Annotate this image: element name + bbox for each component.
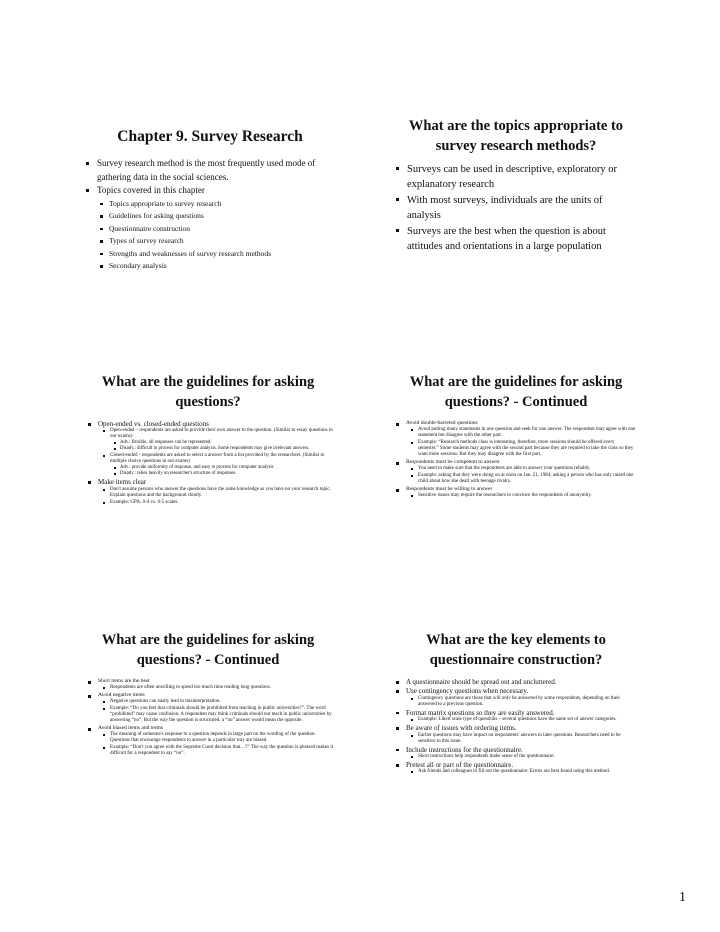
sub-bullet-item: You need to make sure that the respondents are able to answer your questions reliably. (411, 466, 636, 472)
sub-bullet-item: Questionnaire construction (100, 223, 334, 236)
sub-bullet-list (411, 493, 636, 499)
sub-bullet-item: Negative questions can easily lead to misinterpretation. (103, 699, 334, 705)
sub-bullet-list (103, 685, 334, 691)
sub-bullet-list (100, 198, 334, 273)
bullet-item: Avoid double-barreled questions Avoid putting many statements in one question and seek for one answer. The respondent may agree with one statement but disagree with the other part. Example: “Research methods class is interesting, therefore, more sessions should be offered every semester.” Some students may agree with the second part because they are required to take the class so they want more sessions. But they may disagree with the first part. (396, 420, 636, 458)
bullet-item: Use contingency questions when necessary. Contingency questions are those that will only be answered by some respondents, depending on their answered to a previous question. (396, 687, 636, 707)
sub-sub-bullet-list (114, 465, 334, 477)
bullet-list (88, 678, 334, 757)
sub-bullet-list (411, 717, 636, 723)
bullet-item: Short items are the best Respondents are often unwilling to spend too much time reading long questions. (88, 678, 334, 691)
sub-bullet-item: Open-ended – respondents are asked to provide their own answer to the question. (Similar to essay questions in our exams) Adv.: flexible, all responses can be represented. Disadv.: difficult to process for computer analysis. Some respondents may give irrelevant answers. (103, 428, 334, 452)
sub-bullet-item: Types of survey research (100, 235, 334, 248)
bullet-list (396, 420, 636, 499)
bullet-item: Open-ended vs. closed-ended questions Open-ended – respondents are asked to provide their own answer to the question. (Similar to essay questions in our exams) Adv.: flexible, all responses can be represented. Disadv.: difficult to process for computer analysis. Some respondents may give irrelevant answers. Closed-ended - respondents are asked to select a answer from a list provided by the researchers. (Similar to multiple choice questions in our exams) Adv.: provide uniformity of response, and easy to process for computer analysis Disadv.: relies heavily on researcher's structure of responses. (88, 420, 334, 477)
sub-bullet-item: Earlier questions may have impact on respondents' answers to later questions. Researchers need to be sensitive to this issue. (411, 733, 636, 745)
sub-bullet-item: Closed-ended - respondents are asked to select a answer from a list provided by the researchers. (Similar to multiple choice questions in our exams) Adv.: provide uniformity of response, and easy to process for computer analysis Disadv.: relies heavily on researcher's structure of responses. (103, 453, 334, 477)
sub-sub-bullet-item: Adv.: provide uniformity of response, and easy to process for computer analysis (114, 465, 334, 471)
bullet-item: Surveys are the best when the question is about attitudes and orientations in a large population (396, 224, 636, 254)
sub-bullet-list (411, 427, 636, 458)
slide-title: Chapter 9. Survey Research (117, 128, 303, 145)
sub-bullet-list (103, 428, 334, 477)
bullet-item: With most surveys, individuals are the units of analysis (396, 193, 636, 223)
slide-3 (88, 372, 334, 507)
sub-sub-bullet-item: Adv.: flexible, all responses can be represented. (114, 440, 334, 446)
sub-bullet-item: Contingency questions are those that will only be answered by some respondents, depending on their answered to a previous question. (411, 696, 636, 708)
slide-title: What are the guidelines for asking questions? - Continued (101, 632, 315, 668)
sub-bullet-item: Guidelines for asking questions (100, 210, 334, 223)
sub-bullet-item: Example: GPA: 0-4 vs. 0-5 scales. (103, 500, 334, 506)
bullet-item: Respondents must be willing to answer Sensitive issues may require the researchers to convince the respondents of anonymity. (396, 486, 636, 499)
bullet-item: Survey research method is the most frequently used mode of gathering data in the social sciences. (86, 157, 334, 184)
slide-1 (86, 126, 334, 273)
bullet-list (88, 420, 334, 506)
slide-title: What are the guidelines for asking questions? (101, 374, 315, 410)
slide-title: What are the key elements to questionnaire construction? (426, 632, 606, 668)
sub-bullet-item: Don't assume persons who answer the questions have the same knowledge as you have on your research topic. Explain questions and the background clearly. (103, 487, 334, 499)
page-number: 1 (679, 890, 686, 905)
sub-bullet-item: Example: asking that they were doing on at noon on Jan. 21, 1984; asking a person who has only raised one child about how she dealt with teenage rivalry. (411, 473, 636, 485)
bullet-item: Surveys can be used in descriptive, exploratory or explanatory research (396, 162, 636, 192)
sub-bullet-item: Example: “Don't you agree with the Supreme Court decision that…?” The way the question is phrased makes it difficult for a respondent to say “no”. (103, 745, 334, 757)
bullet-item: Topics covered in this chapter Topics appropriate to survey research Guidelines for asking questions Questionnaire construction Types of survey research Strengths and weaknesses of survey research methods Secondary analysis (86, 184, 334, 273)
sub-sub-bullet-item: Disadv.: difficult to process for computer analysis. Some respondents may give irrelevant answers. (114, 446, 334, 452)
sub-bullet-list (103, 732, 334, 757)
sub-bullet-item: Example: Likert scale type of questions – several questions have the same set of answer categories. (411, 717, 636, 723)
sub-bullet-item: Strengths and weaknesses of survey research methods (100, 248, 334, 261)
sub-bullet-list (103, 487, 334, 506)
sub-bullet-item: Secondary analysis (100, 260, 334, 273)
sub-sub-bullet-list (114, 440, 334, 452)
sub-bullet-item: Respondents are often unwilling to spend too much time reading long questions. (103, 685, 334, 691)
bullet-item: Be aware of issues with ordering items. Earlier questions may have impact on respondents' answers to later questions. Researchers need to be sensitive to this issue. (396, 724, 636, 744)
sub-bullet-list (411, 466, 636, 485)
sub-bullet-item: Ask friends and colleagues to fill out the questionnaire. Errors are best found using this method. (411, 769, 636, 775)
slide-title: What are the guidelines for asking questions? - Continued (409, 374, 623, 410)
bullet-item: Format matrix questions so they are easily answered. Example: Likert scale type of questions – several questions have the same set of answer categories. (396, 709, 636, 723)
sub-bullet-item: The meaning of someone's response to a question depends in large part on the wording of the question. Questions that encourage respondents to answer in a particular way are biased. (103, 732, 334, 744)
slide-5 (88, 630, 334, 758)
sub-bullet-list (103, 699, 334, 724)
bullet-item: Make items clear Don't assume persons who answer the questions have the same knowledge as you have on your research topic. Explain questions and the background clearly. Example: GPA: 0-4 vs. 0-5 scales. (88, 478, 334, 505)
sub-bullet-item: Short instructions help respondents make sense of the questionnaire. (411, 754, 636, 760)
slide-4 (396, 372, 636, 500)
sub-bullet-item: Example: “Research methods class is interesting, therefore, more sessions should be offered every semester.” Some students may agree with the second part because they are required to take the class so they want more sessions. But they may disagree with the first part. (411, 440, 636, 458)
slide-title: What are the topics appropriate to survey research methods? (408, 118, 624, 154)
bullet-list (396, 678, 636, 775)
sub-sub-bullet-item: Disadv.: relies heavily on researcher's structure of responses. (114, 471, 334, 477)
bullet-item: Include instructions for the questionnaire. Short instructions help respondents make sense of the questionnaire. (396, 746, 636, 760)
sub-bullet-list (411, 754, 636, 760)
slide-6 (396, 630, 636, 776)
sub-bullet-item: Sensitive issues may require the researchers to convince the respondents of anonymity. (411, 493, 636, 499)
sub-bullet-item: Topics appropriate to survey research (100, 198, 334, 211)
sub-bullet-list (411, 696, 636, 708)
bullet-item: Avoid biased items and terms The meaning of someone's response to a question depends in large part on the wording of the question. Questions that encourage respondents to answer in a particular way are biased. Example: “Don't you agree with the Supreme Court decision that…?” The way the question is phrased makes it difficult for a respondent to say “no”. (88, 725, 334, 757)
bullet-list (396, 162, 636, 254)
bullet-item: Avoid negative items Negative questions can easily lead to misinterpretation. Example: “Do you feel that criminals should be prohibited from teaching in public universities?”. The word “prohibited” may cause confusion. A respondent may think criminals should not teach in public universities by answering “no”. But the way the question is structured, a “no” answer would mean the opposite. (88, 692, 334, 724)
bullet-item: Respondents must be competent to answer You need to make sure that the respondents are able to answer your questions reliably. Example: asking that they were doing on at noon on Jan. 21, 1984; asking a person who has only raised one child about how she dealt with teenage rivalry. (396, 459, 636, 485)
bullet-item: A questionnaire should be spread out and uncluttered. (396, 678, 636, 686)
bullet-item: Pretest all or part of the questionnaire. Ask friends and colleagues to fill out the questionnaire. Errors are best found using this method. (396, 761, 636, 775)
sub-bullet-list (411, 733, 636, 745)
sub-bullet-item: Example: “Do you feel that criminals should be prohibited from teaching in public universities?”. The word “prohibited” may cause confusion. A respondent may think criminals should not teach in public universities by answering “no”. But the way the question is structured, a “no” answer would mean the opposite. (103, 706, 334, 724)
sub-bullet-list (411, 769, 636, 775)
bullet-list (86, 157, 334, 273)
slide-2 (396, 116, 636, 255)
sub-bullet-item: Avoid putting many statements in one question and seek for one answer. The respondent may agree with one statement but disagree with the other part. (411, 427, 636, 439)
